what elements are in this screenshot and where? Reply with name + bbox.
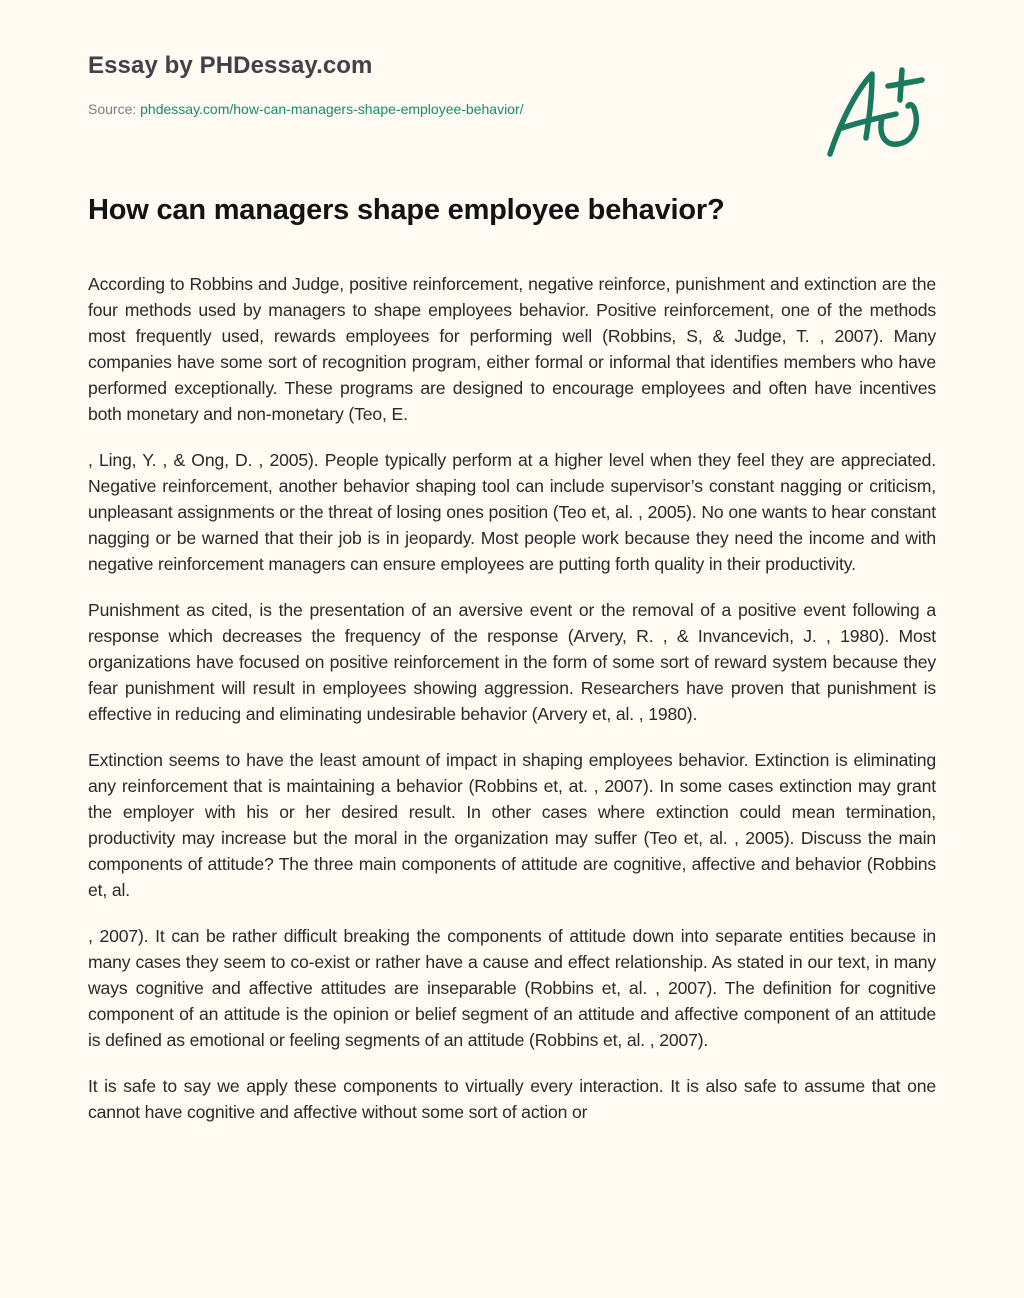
essay-paragraph: Extinction seems to have the least amount of impact in shaping employees behavior. Extinction is eliminating any reinforcement that is maintaining a behavior (Robbins et, at. , 2007). In some cases extinction may grant the employer with his or her desired result. In other cases where extinction could mean termination, productivity may increase but the moral in the organization may suffer (Teo et, al. , 2005). Discuss the main components of attitude? The three main components of attitude are cognitive, affective and behavior (Robbins et, al.: [88, 750, 936, 900]
essay-paragraph: Punishment as cited, is the presentation of an aversive event or the removal of a positive event following a response which decreases the frequency of the response (Arvery, R. , & Invancevich, J. , 1980). Most organizations have focused on positive reinforcement in the form of some sort of reward system because they fear punishment will result in employees showing aggression. Researchers have proven that punishment is effective in reducing and eliminating undesirable behavior (Arvery et, al. , 1980).: [88, 600, 936, 724]
essay-paragraph: It is safe to say we apply these components to virtually every interaction. It is also safe to assume that one cannot have cognitive and affective without some sort of action or: [88, 1076, 936, 1122]
page-bottom-clip: [0, 1252, 1024, 1298]
essay-paragraph: , 2007). It can be rather difficult breaking the components of attitude down into separate entities because in many cases they seem to co-exist or rather have a cause and effect relationship. As stated in our text, in many ways cognitive and affective attitudes are inseparable (Robbins et, al. , 2007). The definition for cognitive component of an attitude is the opinion or belief segment of an attitude and affective component of an attitude is defined as emotional or feeling segments of an attitude (Robbins et, al. , 2007).: [88, 926, 936, 1050]
essay-paragraph: According to Robbins and Judge, positive reinforcement, negative reinforce, punishment and extinction are the four methods used by managers to shape employees behavior. Positive reinforcement, one of the methods most frequently used, rewards employees for performing well (Robbins, S, & Judge, T. , 2007). Many companies have some sort of recognition program, either formal or informal that identifies members who have performed exceptionally. These programs are designed to encourage employees and often have incentives both monetary and non-monetary (Teo, E.: [88, 274, 936, 424]
source-label: Source:: [88, 101, 137, 117]
page-title: How can managers shape employee behavior?: [88, 194, 725, 226]
a-plus-grade-icon: [820, 62, 930, 162]
page-header: [88, 50, 788, 118]
site-title: Essay by PHDessay.com: [88, 52, 373, 79]
essay-body: [88, 271, 936, 1271]
source-link[interactable]: phdessay.com/how-can-managers-shape-employee-behavior/: [140, 101, 524, 117]
source-line: [88, 100, 788, 118]
essay-paragraph: , Ling, Y. , & Ong, D. , 2005). People typically perform at a higher level when they feel they are appreciated. Negative reinforcement, another behavior shaping tool can include supervisor’s constant nagging or criticism, unpleasant assignments or the threat of losing ones position (Teo et, al. , 2005). No one wants to hear constant nagging or be warned that their job is in jeopardy. Most people work because they need the income and with negative reinforcement managers can ensure employees are putting forth quality in their productivity.: [88, 450, 936, 574]
